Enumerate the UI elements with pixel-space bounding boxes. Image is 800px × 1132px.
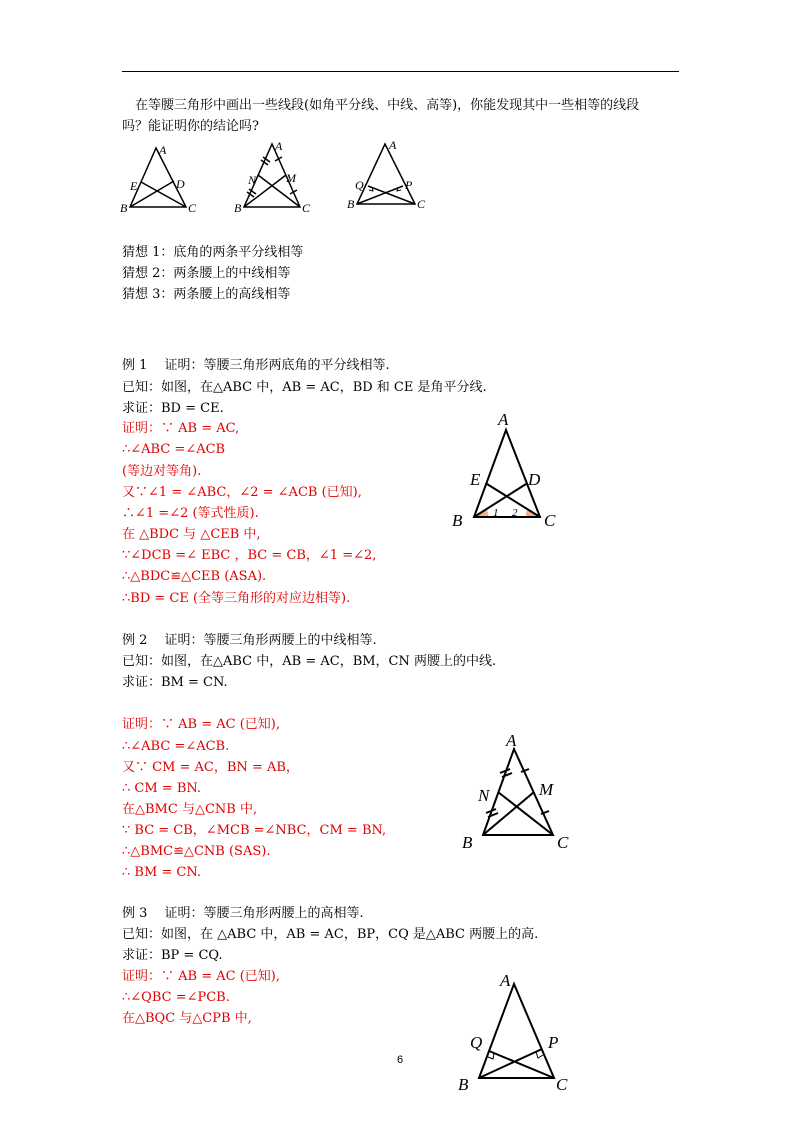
label-a: A bbox=[506, 731, 517, 750]
label-a: A bbox=[389, 138, 397, 152]
intro-line-2: 吗？能证明你的结论吗? bbox=[122, 119, 259, 134]
small-figure-bisectors bbox=[118, 140, 198, 218]
angle-1-label: 1 bbox=[493, 507, 499, 519]
label-d: D bbox=[528, 470, 541, 489]
label-c: C bbox=[557, 833, 569, 852]
example2-proof-line: ∴ CM = BN. bbox=[122, 781, 202, 796]
label-e: E bbox=[470, 470, 481, 489]
label-e: E bbox=[130, 179, 138, 193]
angle-2-label: 2 bbox=[512, 507, 518, 519]
example2-figure bbox=[458, 727, 578, 857]
label-n: N bbox=[248, 173, 257, 187]
label-m: M bbox=[286, 171, 296, 185]
label-a: A bbox=[275, 140, 283, 153]
guess-1: 猜想 1：底角的两条平分线相等 bbox=[122, 245, 304, 260]
example1-proof-line: ∴△BDC≌△CEB (ASA). bbox=[122, 569, 267, 584]
label-d: D bbox=[176, 177, 185, 191]
example3-figure bbox=[452, 966, 582, 1096]
label-p: P bbox=[405, 178, 413, 192]
example1-proof-line: (等边对等角). bbox=[122, 464, 202, 479]
label-b: B bbox=[462, 833, 473, 852]
example2-proof-line: ∴△BMC≌△CNB (SAS). bbox=[122, 844, 271, 859]
label-a: A bbox=[500, 971, 511, 990]
label-b: B bbox=[120, 201, 128, 215]
header-rule bbox=[122, 71, 679, 72]
label-c: C bbox=[302, 201, 311, 215]
example1-proof-line: ∴∠ABC =∠ACB bbox=[122, 442, 226, 457]
example1-proof-line: ∵∠DCB =∠ EBC ，BC = CB，∠1 =∠2, bbox=[122, 548, 377, 563]
page-number: 6 bbox=[396, 1054, 404, 1066]
example1-title: 例 1 证明：等腰三角形两底角的平分线相等. bbox=[122, 358, 390, 373]
example2-proof-line: ∵ BC = CB，∠MCB =∠NBC，CM = BN, bbox=[122, 823, 387, 838]
example1-proof-line: ∴BD = CE (全等三角形的对应边相等). bbox=[122, 591, 351, 606]
label-q: Q bbox=[355, 178, 364, 192]
label-a: A bbox=[498, 410, 509, 429]
label-n: N bbox=[478, 786, 490, 805]
label-c: C bbox=[188, 201, 197, 215]
label-c: C bbox=[544, 511, 556, 530]
guess-3: 猜想 3：两条腰上的高线相等 bbox=[122, 287, 291, 302]
label-m: M bbox=[539, 780, 554, 799]
label-c: C bbox=[556, 1075, 568, 1094]
example1-figure bbox=[448, 405, 568, 537]
example1-proof-line: 证明：∵ AB = AC, bbox=[122, 421, 240, 436]
example3-proof-line: 证明：∵ AB = AC (已知), bbox=[122, 969, 280, 984]
example1-proof-line: 在 △BDC 与 △CEB 中, bbox=[122, 527, 261, 542]
small-figure-medians bbox=[232, 140, 312, 218]
example3-proof-line: ∴∠QBC =∠PCB. bbox=[122, 990, 230, 1005]
example2-given: 已知：如图，在△ABC 中，AB = AC，BM，CN 两腰上的中线. bbox=[122, 654, 497, 669]
example1-prove: 求证：BD = CE. bbox=[122, 401, 224, 416]
label-q: Q bbox=[470, 1033, 483, 1052]
example2-proof-line: ∴∠ABC =∠ACB. bbox=[122, 739, 230, 754]
example3-proof-line: 在△BQC 与△CPB 中, bbox=[122, 1011, 252, 1026]
guess-2: 猜想 2：两条腰上的中线相等 bbox=[122, 266, 291, 281]
example2-proof-line: 在△BMC 与△CNB 中, bbox=[122, 802, 258, 817]
example2-prove: 求证：BM = CN. bbox=[122, 675, 228, 690]
label-b: B bbox=[234, 201, 242, 215]
label-p: P bbox=[548, 1033, 559, 1052]
example2-proof-line: 又∵ CM = AC，BN = AB， bbox=[122, 760, 299, 775]
small-figure-altitudes bbox=[345, 138, 427, 214]
label-b: B bbox=[458, 1075, 469, 1094]
example1-proof-line: 又∵∠1 = ∠ABC，∠2 = ∠ACB (已知), bbox=[122, 485, 362, 500]
label-b: B bbox=[347, 197, 355, 211]
example2-proof-line: ∴ BM = CN. bbox=[122, 865, 202, 880]
example1-proof-line: ∴∠1 =∠2 (等式性质). bbox=[122, 506, 259, 521]
example2-proof-line: 证明：∵ AB = AC (已知), bbox=[122, 717, 280, 732]
example2-title: 例 2 证明：等腰三角形两腰上的中线相等. bbox=[122, 633, 377, 648]
intro-line-1: 在等腰三角形中画出一些线段(如角平分线、中线、高等)，你能发现其中一些相等的线段 bbox=[122, 98, 640, 113]
label-b: B bbox=[452, 511, 463, 530]
example3-prove: 求证：BP = CQ. bbox=[122, 948, 223, 963]
example3-title: 例 3 证明：等腰三角形两腰上的高相等. bbox=[122, 906, 364, 921]
label-a: A bbox=[159, 143, 167, 157]
example1-given: 已知：如图，在△ABC 中，AB = AC，BD 和 CE 是角平分线. bbox=[122, 380, 487, 395]
label-c: C bbox=[417, 197, 426, 211]
example3-given: 已知：如图，在 △ABC 中，AB = AC，BP，CQ 是△ABC 两腰上的高. bbox=[122, 927, 539, 942]
